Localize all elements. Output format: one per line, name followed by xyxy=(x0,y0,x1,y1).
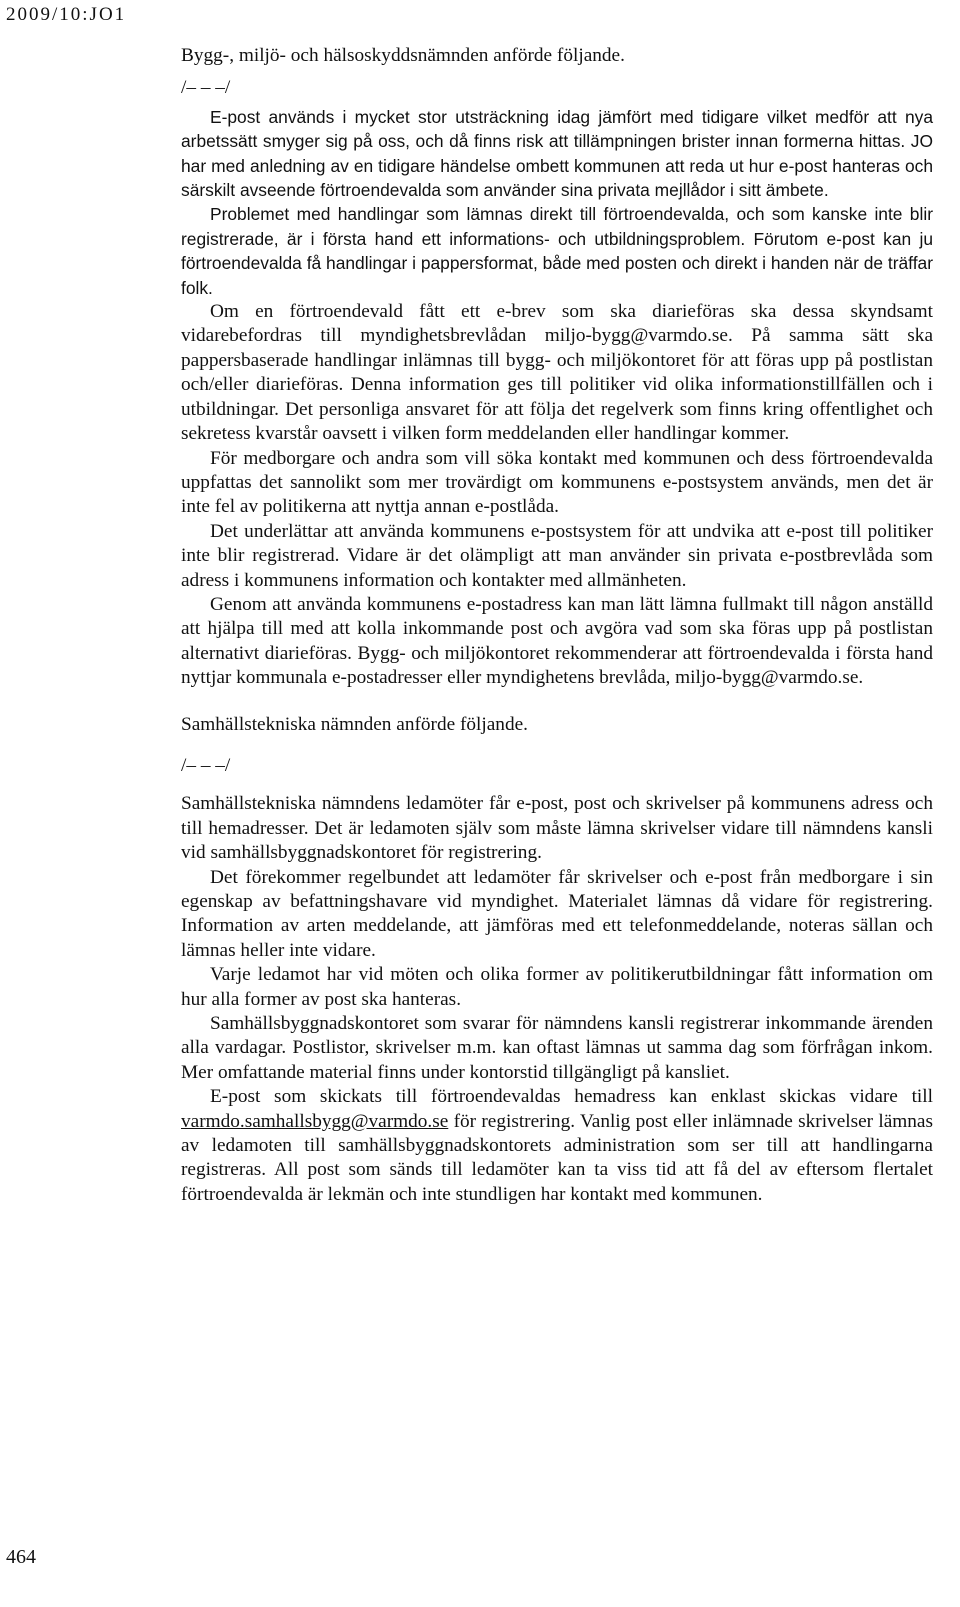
section-intro-bygg-miljo: Bygg-, miljö- och hälsoskyddsnämnden anförde följande. xyxy=(181,45,625,66)
omission-separator: /– – –/ xyxy=(181,754,231,776)
paragraph: Genom att använda kommunens e-postadress kan man lätt lämna fullmakt till någon anställd att hjälpa till med att kolla inkommande post och avgöra vad som ska föras upp på postlistan alternativt diarieföras. Bygg- och miljökontoret rekommenderar att förtroendevalda i första hand nyttjar kommunala e-postadresser eller myndighetens brevlåda, miljo-bygg@varmdo.se. xyxy=(181,593,933,689)
paragraph: Det förekommer regelbundet att ledamöter får skrivelser och e-post från medborgare i sin egenskap av befattningshavare vid myndighet. Materialet lämnas då vidare för registrering. Information av arten meddelande, att jämföras med ett telefonmeddelande, noteras sällan och lämnas heller inte vidare. xyxy=(181,866,933,961)
paragraph: Samhällstekniska nämndens ledamöter får e-post, post och skrivelser på kommunens adress och till hemadresser. Det är ledamoten själv som måste lämna skrivelser vidare till nämndens kansli vid samhällsbyggnadskontoret för registrering. xyxy=(181,793,933,864)
paragraph-text: E-post som skickats till förtroendevaldas hemadress kan enklast skickas vidare till xyxy=(210,1086,933,1108)
paragraph: E-post används i mycket stor utsträckning idag jämfört med tidigare vilket medför att nya arbetssätt smyger sig på oss, och då finns risk att tillämpningen brister innan formerna hittas. JO har med anledning av en tidigare händelse ombett kommunen att reda ut hur e-post hanteras och särskilt avseende förtroendevalda som använder sina privata mejllådor i sitt ämbete. xyxy=(181,106,933,201)
email-link[interactable]: varmdo.samhallsbygg@varmdo.se xyxy=(181,1110,449,1132)
paragraph: Om en förtroendevald fått ett e-brev som ska diarieföras ska dessa skyndsamt vidarebefordras till myndighetsbrevlådan miljo-bygg@varmdo.se. På samma sätt ska pappersbaserade handlingar inlämnas till bygg- och miljökontoret för att föras upp på postlistan och/eller diarieföras. Denna information ges till politiker vid olika informationstillfällen och i utbildningar. Det personliga ansvaret för att följa det regelverk som finns kring offentlighet och sekretess kvarstår oavsett i vilken form meddelanden eller handlingar kommer. xyxy=(181,301,933,445)
section-intro-samhallstekniska: Samhällstekniska nämnden anförde följande. xyxy=(181,713,528,735)
paragraph xyxy=(181,1085,933,1207)
paragraph: Det underlättar att använda kommunens e-postsystem för att undvika att e-post till politiker inte blir registrerad. Vidare är det olämpligt att man använder sin privata e-postbrevlåda som adress i kommunens information och kontakter med allmänheten. xyxy=(181,520,933,591)
document-reference-header: 2009/10:JO1 xyxy=(6,4,127,25)
document-body xyxy=(181,44,933,1207)
paragraph: För medborgare och andra som vill söka kontakt med kommunen och dess förtroendevalda uppfattas det sannolikt som mer trovärdigt om kommunens e-postsystem används, men det är inte fel av politikerna att nyttja annan e-postlåda. xyxy=(181,447,933,518)
page-number: 464 xyxy=(6,1546,36,1568)
omission-separator: /– – –/ xyxy=(181,77,231,99)
paragraph: Problemet med handlingar som lämnas direkt till förtroendevalda, och som kanske inte blir registrerade, är i första hand ett informations- och utbildningsproblem. Förutom e-post kan ju förtroendevalda få handlingar i pappersformat, både med posten och direkt i handen när de träffar folk. xyxy=(181,204,933,298)
paragraph: Varje ledamot har vid möten och olika former av politikerutbildningar fått information om hur alla former av post ska hanteras. xyxy=(181,964,933,1010)
paragraph: Samhällsbyggnadskontoret som svarar för nämndens kansli registrerar inkommande ärenden alla vardagar. Postlistor, skrivelser m.m. kan oftast lämnas ut samma dag som förfrågan inkom. Mer omfattande material finns under kontorstid tillgängligt på kansliet. xyxy=(181,1013,933,1083)
paragraph-text: för registrering. Vanlig post eller inlämnade skrivelser lämnas av ledamoten till samhällsbyggnadskontorets administration som ser till att handlingarna registreras. All post som sänds till ledamöter kan ta viss tid att få del av eftersom flertalet förtroendevalda är lekmän och inte stundligen har kontakt med kommunen. xyxy=(181,1110,933,1205)
